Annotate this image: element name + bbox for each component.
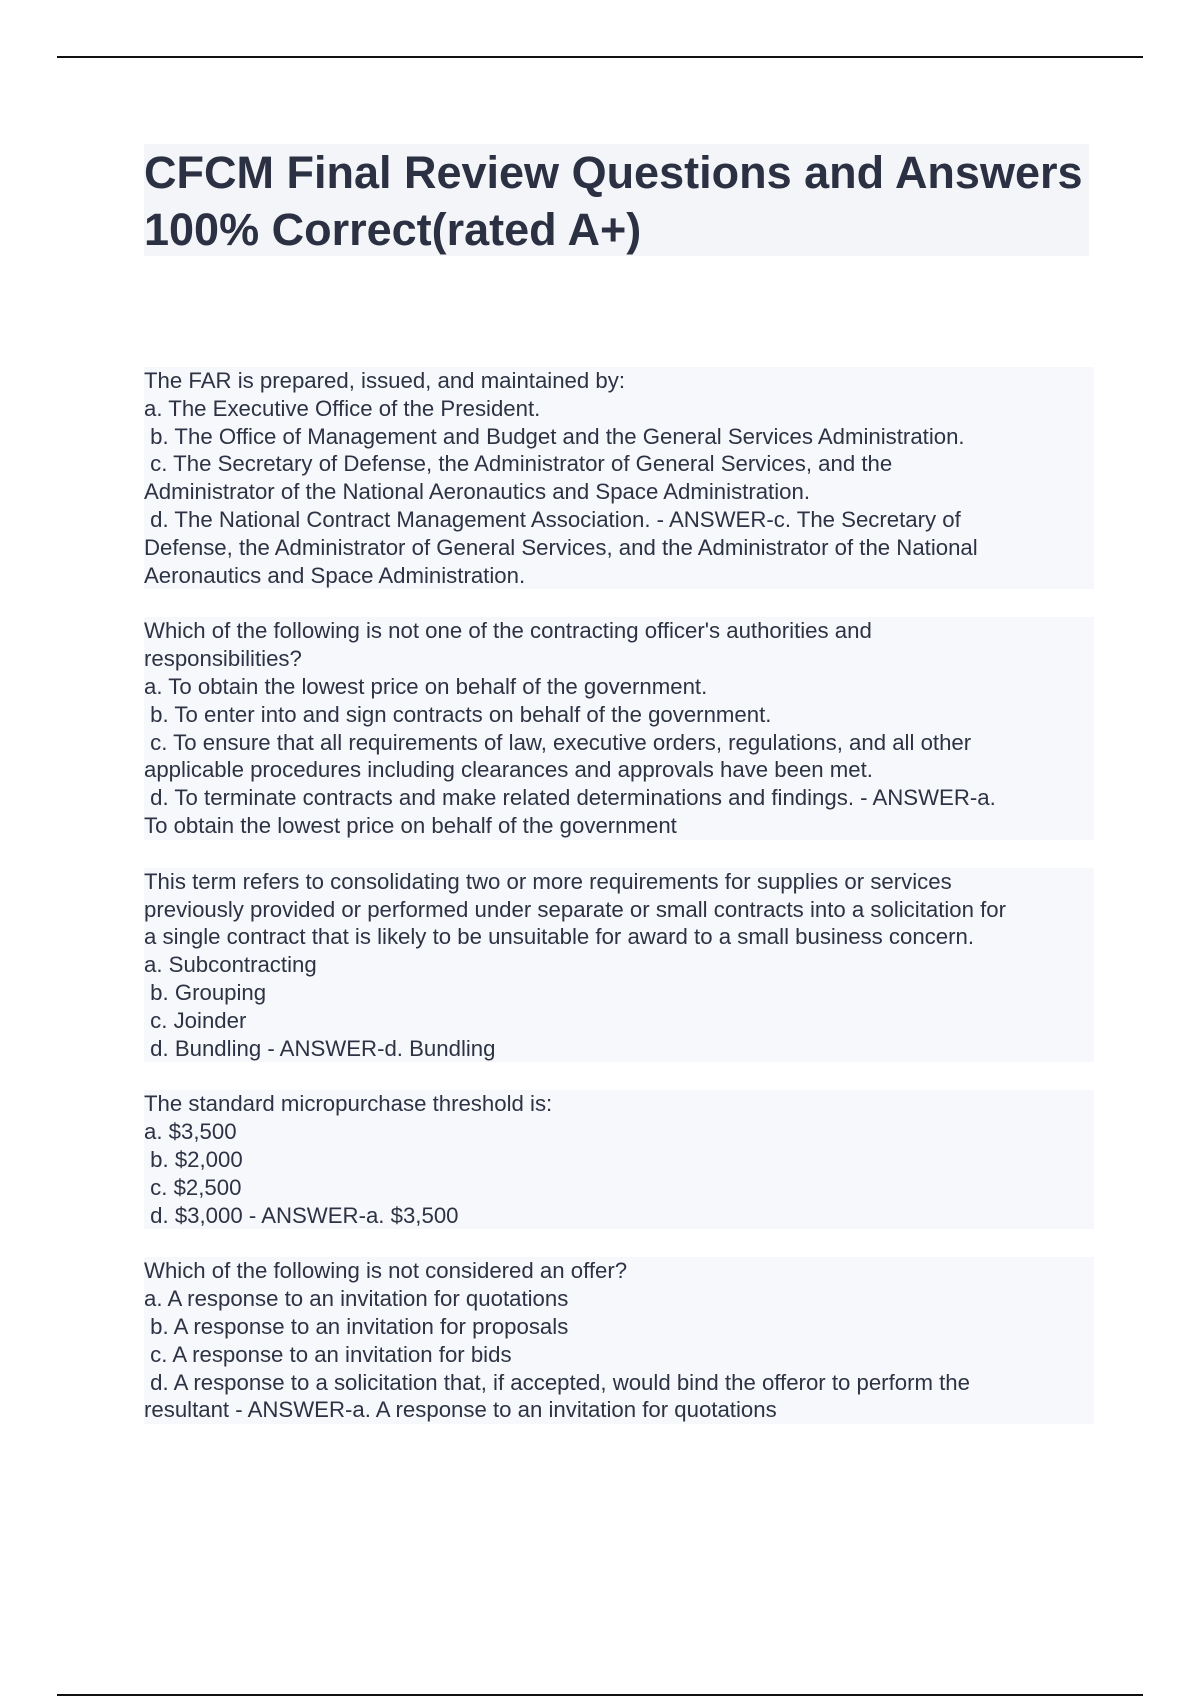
question-line: a. The Executive Office of the President. <box>144 395 541 421</box>
question-line: To obtain the lowest price on behalf of the government <box>144 812 677 838</box>
document-title: CFCM Final Review Questions and Answers 100% Correct(rated A+) <box>144 147 1083 255</box>
question-line: The standard micropurchase threshold is: <box>144 1091 553 1117</box>
question-line: a. A response to an invitation for quotations <box>144 1286 569 1312</box>
question-block <box>144 617 1094 839</box>
top-rule <box>57 56 1143 58</box>
question-line: Which of the following is not one of the contracting officer's authorities and <box>144 618 872 644</box>
question-block <box>144 1090 1094 1229</box>
question-line: b. A response to an invitation for proposals <box>144 1313 569 1339</box>
question-line: Administrator of the National Aeronautics and Space Administration. <box>144 479 810 505</box>
question-line: applicable procedures including clearances and approvals have been met. <box>144 757 873 783</box>
question-line: d. Bundling - ANSWER-d. Bundling <box>144 1035 496 1061</box>
question-line: b. To enter into and sign contracts on behalf of the government. <box>144 701 772 727</box>
question-line: c. A response to an invitation for bids <box>144 1341 512 1367</box>
question-block <box>144 868 1094 1063</box>
question-line: c. To ensure that all requirements of law, executive orders, regulations, and all other <box>144 729 972 755</box>
question-block <box>144 367 1094 589</box>
question-line: Aeronautics and Space Administration. <box>144 562 526 588</box>
question-line: This term refers to consolidating two or more requirements for supplies or services <box>144 868 952 894</box>
question-line: Defense, the Administrator of General Services, and the Administrator of the National <box>144 534 978 560</box>
question-line: c. $2,500 <box>144 1174 242 1200</box>
question-line: responsibilities? <box>144 646 302 672</box>
question-line: a. To obtain the lowest price on behalf of the government. <box>144 673 708 699</box>
question-line: a single contract that is likely to be unsuitable for award to a small business concern. <box>144 924 974 950</box>
question-line: The FAR is prepared, issued, and maintained by: <box>144 368 625 393</box>
question-line: d. To terminate contracts and make related determinations and findings. - ANSWER-a. <box>144 785 996 811</box>
questions-list <box>144 367 1094 1452</box>
question-line: resultant - ANSWER-a. A response to an invitation for quotations <box>144 1397 777 1423</box>
bottom-rule <box>57 1694 1143 1696</box>
question-line: a. $3,500 <box>144 1119 237 1145</box>
question-line: b. $2,000 <box>144 1146 243 1172</box>
question-line: Which of the following is not considered an offer? <box>144 1258 628 1284</box>
question-line: c. The Secretary of Defense, the Administrator of General Services, and the <box>144 451 893 477</box>
question-line: b. Grouping <box>144 979 267 1005</box>
question-line: d. A response to a solicitation that, if accepted, would bind the offeror to perform the <box>144 1369 970 1395</box>
question-line: d. The National Contract Management Association. - ANSWER-c. The Secretary of <box>144 506 961 532</box>
question-block <box>144 1257 1094 1424</box>
question-line: d. $3,000 - ANSWER-a. $3,500 <box>144 1202 459 1228</box>
question-line: a. Subcontracting <box>144 952 317 978</box>
question-line: c. Joinder <box>144 1007 247 1033</box>
title-block <box>144 144 1089 256</box>
question-line: previously provided or performed under separate or small contracts into a solicitation for <box>144 896 1007 922</box>
question-line: b. The Office of Management and Budget and the General Services Administration. <box>144 423 965 449</box>
